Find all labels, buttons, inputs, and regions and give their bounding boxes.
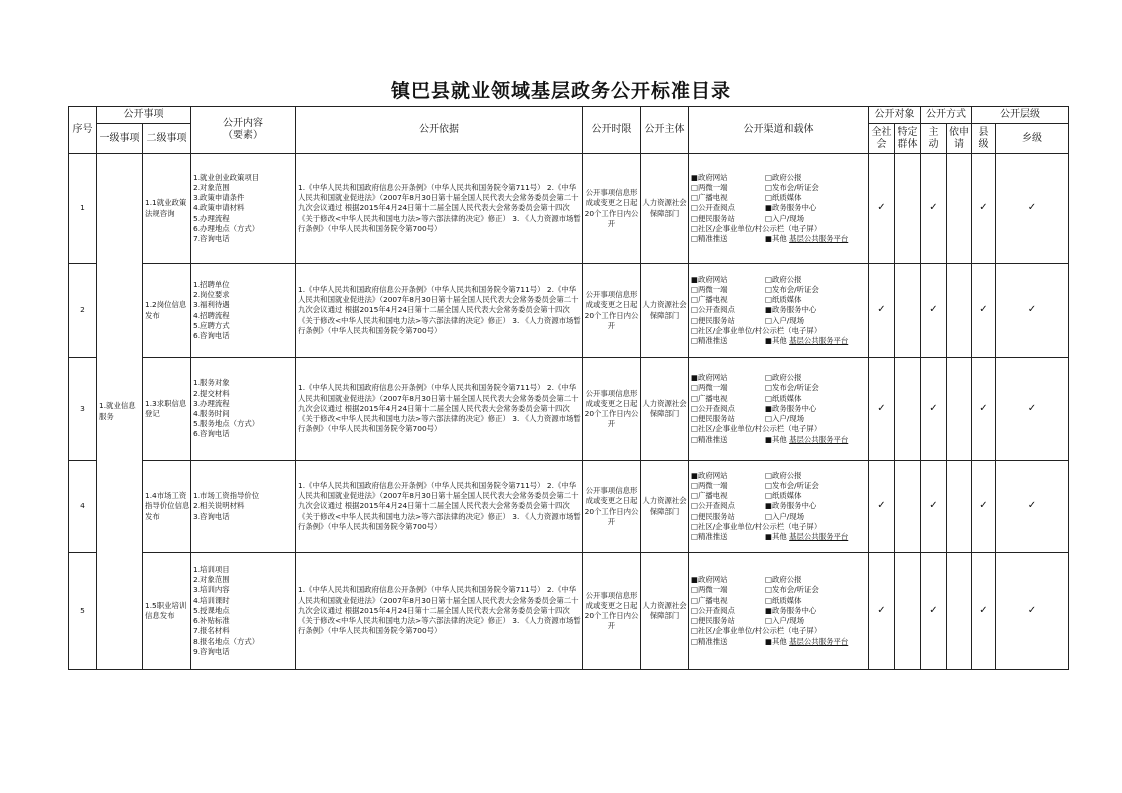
channel-option: ■政府网站 xyxy=(691,373,728,383)
method-apply-check xyxy=(947,461,972,553)
channel-option: ■政务服务中心 xyxy=(765,203,817,213)
disclosure-subject: 人力资源社会保障部门 xyxy=(641,358,689,461)
header-item-group: 公开事项 xyxy=(97,107,191,124)
channel-other-text: 基层公共服务平台 xyxy=(789,636,849,646)
channel-option: □发布会/听证会 xyxy=(765,383,819,393)
header-time-limit: 公开时限 xyxy=(583,107,641,154)
header-level1: 一级事项 xyxy=(97,124,143,154)
channel-other-text: 基层公共服务平台 xyxy=(789,434,849,444)
channel-option: □纸质媒体 xyxy=(765,595,802,605)
table-row xyxy=(69,154,1069,264)
table-row xyxy=(69,358,1069,461)
channel-line xyxy=(691,193,868,203)
channel-line xyxy=(691,471,868,481)
table-body xyxy=(69,154,1069,670)
channel-line xyxy=(691,285,868,295)
channel-line xyxy=(691,637,868,647)
channel-option: □便民服务站 xyxy=(691,414,735,424)
method-apply-check xyxy=(947,154,972,264)
level-township-check: ✓ xyxy=(996,154,1069,264)
channel-option: □公开查阅点 xyxy=(691,305,735,315)
channel-option: □政府公报 xyxy=(765,172,802,182)
channel-option: □政府公报 xyxy=(765,373,802,383)
channel-option: □纸质媒体 xyxy=(765,193,802,203)
channel-option: □纸质媒体 xyxy=(765,393,802,403)
header-level2: 二级事项 xyxy=(143,124,191,154)
channel-list xyxy=(689,461,869,553)
level2-item: 1.5职业培训信息发布 xyxy=(143,553,191,670)
channel-option: □便民服务站 xyxy=(691,616,735,626)
channel-line xyxy=(691,626,868,636)
channel-option: ■政府网站 xyxy=(691,274,728,284)
channel-option: □广播电视 xyxy=(691,193,728,203)
channel-option: □发布会/听证会 xyxy=(765,480,819,490)
channel-option: □入户/现场 xyxy=(765,414,805,424)
row-seq: 5 xyxy=(69,553,97,670)
content-elements: 1.市场工资指导价位 2.相关说明材料 3.咨询电话 xyxy=(191,461,296,553)
channel-line xyxy=(691,616,868,626)
channel-line xyxy=(691,183,868,193)
channel-option: □精准推送 xyxy=(691,636,728,646)
channel-option: □政府公报 xyxy=(765,470,802,480)
channel-line xyxy=(691,234,868,244)
channel-line xyxy=(691,512,868,522)
time-limit: 公开事项信息形成或变更之日起20个工作日内公开 xyxy=(583,264,641,358)
channel-line xyxy=(691,326,868,336)
channel-line xyxy=(691,481,868,491)
channel-line xyxy=(691,606,868,616)
channel-line xyxy=(691,575,868,585)
channel-option: □入户/现场 xyxy=(765,511,805,521)
channel-option: □政府公报 xyxy=(765,274,802,284)
method-apply-check xyxy=(947,264,972,358)
level2-item: 1.3求职信息登记 xyxy=(143,358,191,461)
target-specific-check xyxy=(895,461,921,553)
content-elements: 1.就业创业政策项目 2.对象范围 3.政策申请条件 4.政策申请材料 5.办理流程 6.办理地点（方式） 7.咨询电话 xyxy=(191,154,296,264)
channel-line xyxy=(691,305,868,315)
method-apply-check xyxy=(947,553,972,670)
channel-line xyxy=(691,203,868,213)
channel-other-text: 基层公共服务平台 xyxy=(789,336,849,345)
disclosure-subject: 人力资源社会保障部门 xyxy=(641,154,689,264)
time-limit: 公开事项信息形成或变更之日起20个工作日内公开 xyxy=(583,358,641,461)
header-target-all: 全社 会 xyxy=(869,124,895,154)
content-elements: 1.培训项目 2.对象范围 3.培训内容 4.培训课时 5.授课地点 6.补贴标准 7.报名材料 8.报名地点（方式） 9.咨询电话 xyxy=(191,553,296,670)
content-elements: 1.服务对象 2.提交材料 3.办理流程 4.服务时间 5.服务地点（方式） 6.咨询电话 xyxy=(191,358,296,461)
channel-option: □发布会/听证会 xyxy=(765,182,819,192)
channel-option: ■其他 xyxy=(765,434,787,444)
level-township-check: ✓ xyxy=(996,264,1069,358)
disclosure-subject: 人力资源社会保障部门 xyxy=(641,461,689,553)
row-seq: 1 xyxy=(69,154,97,264)
channel-option: □便民服务站 xyxy=(691,315,735,325)
channel-option: ■政务服务中心 xyxy=(765,305,817,315)
channel-option: □公开查阅点 xyxy=(691,403,735,413)
channel-option: ■政务服务中心 xyxy=(765,403,817,413)
target-specific-check xyxy=(895,358,921,461)
channel-option: □公开查阅点 xyxy=(691,501,735,511)
channel-line xyxy=(691,596,868,606)
method-apply-check xyxy=(947,358,972,461)
header-subject: 公开主体 xyxy=(641,107,689,154)
channel-option: □社区/企事业单位/村公示栏（电子屏） xyxy=(691,223,822,233)
header-channel: 公开渠道和载体 xyxy=(689,107,869,154)
channel-option: ■政府网站 xyxy=(691,172,728,182)
channel-line xyxy=(691,404,868,414)
header-method-apply: 依申 请 xyxy=(947,124,972,154)
channel-option: ■其他 xyxy=(765,336,787,345)
header-basis: 公开依据 xyxy=(296,107,583,154)
channel-line xyxy=(691,295,868,305)
row-seq: 3 xyxy=(69,358,97,461)
channel-option: □纸质媒体 xyxy=(765,491,802,501)
channel-option: □精准推送 xyxy=(691,234,728,243)
header-seq: 序号 xyxy=(69,107,97,154)
channel-option: □便民服务站 xyxy=(691,511,735,521)
channel-option: □广播电视 xyxy=(691,295,728,305)
channel-option: ■政府网站 xyxy=(691,470,728,480)
level-county-check: ✓ xyxy=(972,461,996,553)
level2-item: 1.2岗位信息发布 xyxy=(143,264,191,358)
channel-option: □两微一端 xyxy=(691,480,728,490)
channel-line xyxy=(691,414,868,424)
channel-option: ■政务服务中心 xyxy=(765,605,817,615)
channel-option: □入户/现场 xyxy=(765,616,805,626)
disclosure-basis: 1.《中华人民共和国政府信息公开条例》（中华人民共和国务院令第711号） 2.《中华人民共和国就业促进法》（2007年8月30日第十届全国人民代表大会常务委员会第二十九次会议通过 根据2015年4月24日第十二届全国人民代表大会常务委员会第十四次《关于修改<中华人民共和国电力法>等六部法律的决定》修正） 3. 《人力资源市场暂行条例》（中华人民共和国务院令第700号） xyxy=(296,264,583,358)
level-county-check: ✓ xyxy=(972,264,996,358)
time-limit: 公开事项信息形成或变更之日起20个工作日内公开 xyxy=(583,461,641,553)
method-active-check: ✓ xyxy=(921,553,947,670)
channel-line xyxy=(691,501,868,511)
channel-line xyxy=(691,383,868,393)
level-county-check: ✓ xyxy=(972,154,996,264)
channel-line xyxy=(691,491,868,501)
channel-line xyxy=(691,522,868,532)
header-target: 公开对象 xyxy=(869,107,921,124)
header-content: 公开内容 （要素） xyxy=(191,107,296,154)
channel-option: □精准推送 xyxy=(691,532,728,541)
header-method: 公开方式 xyxy=(921,107,972,124)
channel-option: □公开查阅点 xyxy=(691,605,735,615)
channel-option: ■政府网站 xyxy=(691,575,728,585)
channel-line xyxy=(691,336,868,346)
channel-list xyxy=(689,358,869,461)
header-target-specific: 特定 群体 xyxy=(895,124,921,154)
disclosure-basis: 1.《中华人民共和国政府信息公开条例》（中华人民共和国务院令第711号） 2.《中华人民共和国就业促进法》（2007年8月30日第十届全国人民代表大会常务委员会第二十九次会议通过 根据2015年4月24日第十二届全国人民代表大会常务委员会第十四次《关于修改<中华人民共和国电力法>等六部法律的决定》修正） 3. 《人力资源市场暂行条例》（中华人民共和国务院令第700号） xyxy=(296,154,583,264)
disclosure-basis: 1.《中华人民共和国政府信息公开条例》（中华人民共和国务院令第711号） 2.《中华人民共和国就业促进法》（2007年8月30日第十届全国人民代表大会常务委员会第二十九次会议通过 根据2015年4月24日第十二届全国人民代表大会常务委员会第十四次《关于修改<中华人民共和国电力法>等六部法律的决定》修正） 3. 《人力资源市场暂行条例》（中华人民共和国务院令第700号） xyxy=(296,358,583,461)
channel-list xyxy=(689,264,869,358)
target-specific-check xyxy=(895,154,921,264)
level-county-check: ✓ xyxy=(972,553,996,670)
target-all-check: ✓ xyxy=(869,553,895,670)
header-level-township: 乡级 xyxy=(996,124,1069,154)
channel-option: □入户/现场 xyxy=(765,213,805,223)
target-all-check: ✓ xyxy=(869,461,895,553)
channel-option: □社区/企事业单位/村公示栏（电子屏） xyxy=(691,325,822,335)
channel-option: □广播电视 xyxy=(691,595,728,605)
disclosure-subject: 人力资源社会保障部门 xyxy=(641,553,689,670)
row-seq: 2 xyxy=(69,264,97,358)
header-level: 公开层级 xyxy=(972,107,1069,124)
channel-option: □社区/企事业单位/村公示栏（电子屏） xyxy=(691,424,822,434)
level2-item: 1.4市场工资指导价位信息发布 xyxy=(143,461,191,553)
disclosure-basis: 1.《中华人民共和国政府信息公开条例》（中华人民共和国务院令第711号） 2.《中华人民共和国就业促进法》（2007年8月30日第十届全国人民代表大会常务委员会第二十九次会议通过 根据2015年4月24日第十二届全国人民代表大会常务委员会第十四次《关于修改<中华人民共和国电力法>等六部法律的决定》修正） 3. 《人力资源市场暂行条例》（中华人民共和国务院令第700号） xyxy=(296,553,583,670)
content-elements: 1.招聘单位 2.岗位要求 3.福利待遇 4.招聘流程 5.应聘方式 6.咨询电话 xyxy=(191,264,296,358)
level-township-check: ✓ xyxy=(996,553,1069,670)
channel-option: □发布会/听证会 xyxy=(765,284,819,294)
table-row xyxy=(69,553,1069,670)
channel-list xyxy=(689,154,869,264)
channel-option: □广播电视 xyxy=(691,491,728,501)
channel-option: □两微一端 xyxy=(691,182,728,192)
channel-line xyxy=(691,532,868,542)
channel-other-text: 基层公共服务平台 xyxy=(789,234,849,243)
channel-option: □入户/现场 xyxy=(765,315,805,325)
row-seq: 4 xyxy=(69,461,97,553)
channel-option: □广播电视 xyxy=(691,393,728,403)
channel-other-text: 基层公共服务平台 xyxy=(789,532,849,541)
channel-option: □两微一端 xyxy=(691,585,728,595)
disclosure-subject: 人力资源社会保障部门 xyxy=(641,264,689,358)
time-limit: 公开事项信息形成或变更之日起20个工作日内公开 xyxy=(583,553,641,670)
target-specific-check xyxy=(895,553,921,670)
channel-line xyxy=(691,316,868,326)
channel-option: □政府公报 xyxy=(765,575,802,585)
channel-option: □公开查阅点 xyxy=(691,203,735,213)
channel-option: □社区/企事业单位/村公示栏（电子屏） xyxy=(691,521,822,531)
channel-line xyxy=(691,394,868,404)
channel-option: □精准推送 xyxy=(691,336,728,345)
header-method-active: 主 动 xyxy=(921,124,947,154)
channel-line xyxy=(691,424,868,434)
target-all-check: ✓ xyxy=(869,154,895,264)
channel-line xyxy=(691,224,868,234)
channel-option: ■其他 xyxy=(765,234,787,243)
method-active-check: ✓ xyxy=(921,264,947,358)
method-active-check: ✓ xyxy=(921,154,947,264)
target-all-check: ✓ xyxy=(869,264,895,358)
channel-list xyxy=(689,553,869,670)
level1-item: 1.就业信息服务 xyxy=(97,154,143,670)
channel-option: □纸质媒体 xyxy=(765,295,802,305)
table-row xyxy=(69,461,1069,553)
channel-option: □便民服务站 xyxy=(691,213,735,223)
page-title: 镇巴县就业领域基层政务公开标准目录 xyxy=(390,80,731,102)
disclosure-basis: 1.《中华人民共和国政府信息公开条例》（中华人民共和国务院令第711号） 2.《中华人民共和国就业促进法》（2007年8月30日第十届全国人民代表大会常务委员会第二十九次会议通过 根据2015年4月24日第十二届全国人民代表大会常务委员会第十四次《关于修改<中华人民共和国电力法>等六部法律的决定》修正） 3. 《人力资源市场暂行条例》（中华人民共和国务院令第700号） xyxy=(296,461,583,553)
channel-option: □发布会/听证会 xyxy=(765,585,819,595)
channel-option: □两微一端 xyxy=(691,383,728,393)
channel-line xyxy=(691,435,868,445)
channel-line xyxy=(691,585,868,595)
channel-option: □精准推送 xyxy=(691,434,728,444)
method-active-check: ✓ xyxy=(921,358,947,461)
channel-line xyxy=(691,373,868,383)
channel-option: ■其他 xyxy=(765,532,787,541)
disclosure-catalog-table xyxy=(68,106,1069,670)
method-active-check: ✓ xyxy=(921,461,947,553)
channel-line xyxy=(691,214,868,224)
target-all-check: ✓ xyxy=(869,358,895,461)
time-limit: 公开事项信息形成或变更之日起20个工作日内公开 xyxy=(583,154,641,264)
level-township-check: ✓ xyxy=(996,461,1069,553)
channel-line xyxy=(691,275,868,285)
channel-line xyxy=(691,173,868,183)
level2-item: 1.1就业政策法规咨询 xyxy=(143,154,191,264)
level-county-check: ✓ xyxy=(972,358,996,461)
target-specific-check xyxy=(895,264,921,358)
header-level-county: 县 级 xyxy=(972,124,996,154)
channel-option: ■其他 xyxy=(765,636,787,646)
channel-option: ■政务服务中心 xyxy=(765,501,817,511)
channel-option: □两微一端 xyxy=(691,284,728,294)
channel-option: □社区/企事业单位/村公示栏（电子屏） xyxy=(691,626,822,636)
table-row xyxy=(69,264,1069,358)
level-township-check: ✓ xyxy=(996,358,1069,461)
